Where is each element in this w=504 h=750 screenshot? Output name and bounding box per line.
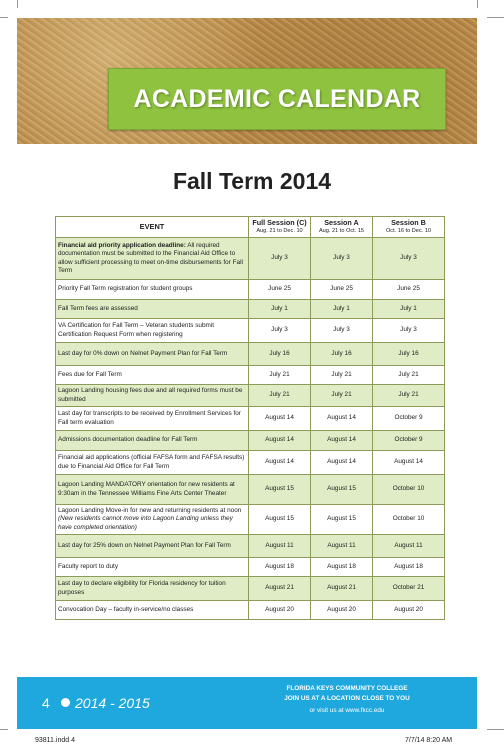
session-a-date: August 14 — [311, 451, 373, 475]
table-row — [56, 300, 445, 319]
full-session-date: July 21 — [249, 385, 311, 407]
event-italic-note: (New residents cannot move into Lagoon Landing unless they have completed orientation) — [58, 515, 233, 531]
session-dates: Aug. 21 to Dec. 10 — [256, 228, 303, 234]
session-a-date: August 15 — [311, 505, 373, 535]
session-column-header — [249, 217, 311, 238]
full-session-date: July 1 — [249, 300, 311, 319]
fall-term-calendar-table — [55, 216, 445, 620]
session-dates: Oct. 16 to Dec. 10 — [385, 228, 432, 234]
session-b-date: October 21 — [373, 577, 445, 601]
session-a-date: August 20 — [311, 601, 373, 620]
event-cell — [56, 505, 249, 535]
college-name: FLORIDA KEYS COMMUNITY COLLEGE — [286, 685, 408, 692]
print-slug-file: 93811.indd 4 — [35, 737, 75, 744]
full-session-date: August 21 — [249, 577, 311, 601]
event-cell: Priority Fall Term registration for student groups — [56, 280, 249, 300]
table-row — [56, 407, 445, 431]
full-session-date: August 14 — [249, 431, 311, 451]
session-b-date: July 3 — [373, 319, 445, 343]
session-a-date: August 14 — [311, 431, 373, 451]
full-session-date: July 21 — [249, 366, 311, 385]
session-title: Full Session (C) — [252, 217, 307, 227]
academic-calendar-banner — [108, 68, 446, 130]
session-b-date: October 10 — [373, 505, 445, 535]
table-row — [56, 601, 445, 620]
crop-mark — [487, 729, 504, 730]
session-b-date: October 9 — [373, 407, 445, 431]
session-b-date: October 9 — [373, 431, 445, 451]
session-b-date: August 14 — [373, 451, 445, 475]
session-b-date: October 10 — [373, 475, 445, 505]
table-row — [56, 385, 445, 407]
session-a-date: August 14 — [311, 407, 373, 431]
event-text: Lagoon Landing Move-in for new and returning residents at noon — [58, 507, 242, 515]
event-text: All required documentation must be submitted to the Financial Aid Office to allow sufficient processing to meet on-time disbursements for Fall Term — [58, 241, 243, 274]
full-session-date: August 14 — [249, 407, 311, 431]
term-title: Fall Term 2014 — [172, 168, 332, 194]
session-a-date: June 25 — [311, 280, 373, 300]
event-cell: Fall Term fees are assessed — [56, 300, 249, 319]
session-b-date: July 21 — [373, 366, 445, 385]
website-link[interactable]: or visit us at www.fkcc.edu — [309, 707, 385, 714]
event-cell — [56, 238, 249, 280]
table-row — [56, 238, 445, 280]
session-a-date: July 1 — [311, 300, 373, 319]
session-a-date: August 11 — [311, 535, 373, 558]
session-a-date: July 3 — [311, 238, 373, 280]
college-info — [247, 684, 447, 704]
table-header-row — [56, 217, 445, 238]
full-session-date: August 15 — [249, 505, 311, 535]
event-bold-label: Financial aid priority application deadline: — [58, 241, 186, 249]
event-cell: Lagoon Landing housing fees due and all required forms must be submitted — [56, 385, 249, 407]
session-dates: Aug. 21 to Oct. 15 — [318, 228, 365, 234]
bullet-dot-icon — [61, 698, 70, 707]
full-session-date: July 3 — [249, 238, 311, 280]
full-session-date: August 20 — [249, 601, 311, 620]
full-session-date: August 11 — [249, 535, 311, 558]
table-row — [56, 535, 445, 558]
session-title: Session B — [391, 217, 426, 227]
page-number: 4 — [42, 695, 50, 711]
event-column-header: EVENT — [56, 217, 249, 238]
full-session-date: July 3 — [249, 319, 311, 343]
table-row — [56, 451, 445, 475]
full-session-date: August 15 — [249, 475, 311, 505]
session-a-date: August 15 — [311, 475, 373, 505]
crop-mark — [17, 0, 18, 8]
event-cell: Lagoon Landing MANDATORY orientation for new residents at 9:30am in the Tennessee Williams Fine Arts Center Theater — [56, 475, 249, 505]
event-cell: Last day to declare eligibility for Florida residency for tuition purposes — [56, 577, 249, 601]
session-title: Session A — [324, 217, 359, 227]
table-row — [56, 343, 445, 366]
full-session-date: June 25 — [249, 280, 311, 300]
crop-mark — [0, 729, 8, 730]
table-row — [56, 319, 445, 343]
table-row — [56, 475, 445, 505]
event-cell: Last day for transcripts to be received by Enrollment Services for Fall term evaluation — [56, 407, 249, 431]
full-session-date: July 16 — [249, 343, 311, 366]
session-column-header — [311, 217, 373, 238]
full-session-date: August 14 — [249, 451, 311, 475]
session-b-date: August 11 — [373, 535, 445, 558]
academic-years: 2014 - 2015 — [75, 695, 150, 711]
session-b-date: July 1 — [373, 300, 445, 319]
event-cell: Last day for 0% down on Nelnet Payment Plan for Fall Term — [56, 343, 249, 366]
session-a-date: August 21 — [311, 577, 373, 601]
event-cell: Financial aid applications (official FAFSA form and FAFSA results) due to Financial Aid Office for Fall Term — [56, 451, 249, 475]
session-b-date: July 16 — [373, 343, 445, 366]
event-cell: Faculty report to duty — [56, 558, 249, 577]
table-row — [56, 280, 445, 300]
session-a-date: July 21 — [311, 385, 373, 407]
full-session-date: August 18 — [249, 558, 311, 577]
session-b-date: July 21 — [373, 385, 445, 407]
print-slug-timestamp: 7/7/14 8:20 AM — [405, 737, 453, 744]
banner-title: ACADEMIC CALENDAR — [133, 84, 421, 113]
session-b-date: June 25 — [373, 280, 445, 300]
event-cell: Last day for 25% down on Nelnet Payment Plan for Fall Term — [56, 535, 249, 558]
table-row — [56, 505, 445, 535]
event-cell: VA Certification for Fall Term – Veteran students submit Certification Request Form when registering — [56, 319, 249, 343]
table-row — [56, 366, 445, 385]
table-row — [56, 431, 445, 451]
page-footer — [17, 677, 477, 729]
crop-mark — [487, 17, 504, 18]
event-cell: Convocation Day – faculty in-service/no classes — [56, 601, 249, 620]
event-cell: Fees due for Fall Term — [56, 366, 249, 385]
crop-mark — [0, 17, 8, 18]
session-a-date: August 18 — [311, 558, 373, 577]
table-row — [56, 577, 445, 601]
session-a-date: July 16 — [311, 343, 373, 366]
event-cell: Admissions documentation deadline for Fall Term — [56, 431, 249, 451]
session-b-date: July 3 — [373, 238, 445, 280]
table-row — [56, 558, 445, 577]
session-a-date: July 3 — [311, 319, 373, 343]
session-b-date: August 18 — [373, 558, 445, 577]
session-column-header — [373, 217, 445, 238]
session-b-date: August 20 — [373, 601, 445, 620]
session-a-date: July 21 — [311, 366, 373, 385]
join-tagline: JOIN US AT A LOCATION CLOSE TO YOU — [284, 695, 410, 702]
crop-mark — [477, 0, 478, 8]
